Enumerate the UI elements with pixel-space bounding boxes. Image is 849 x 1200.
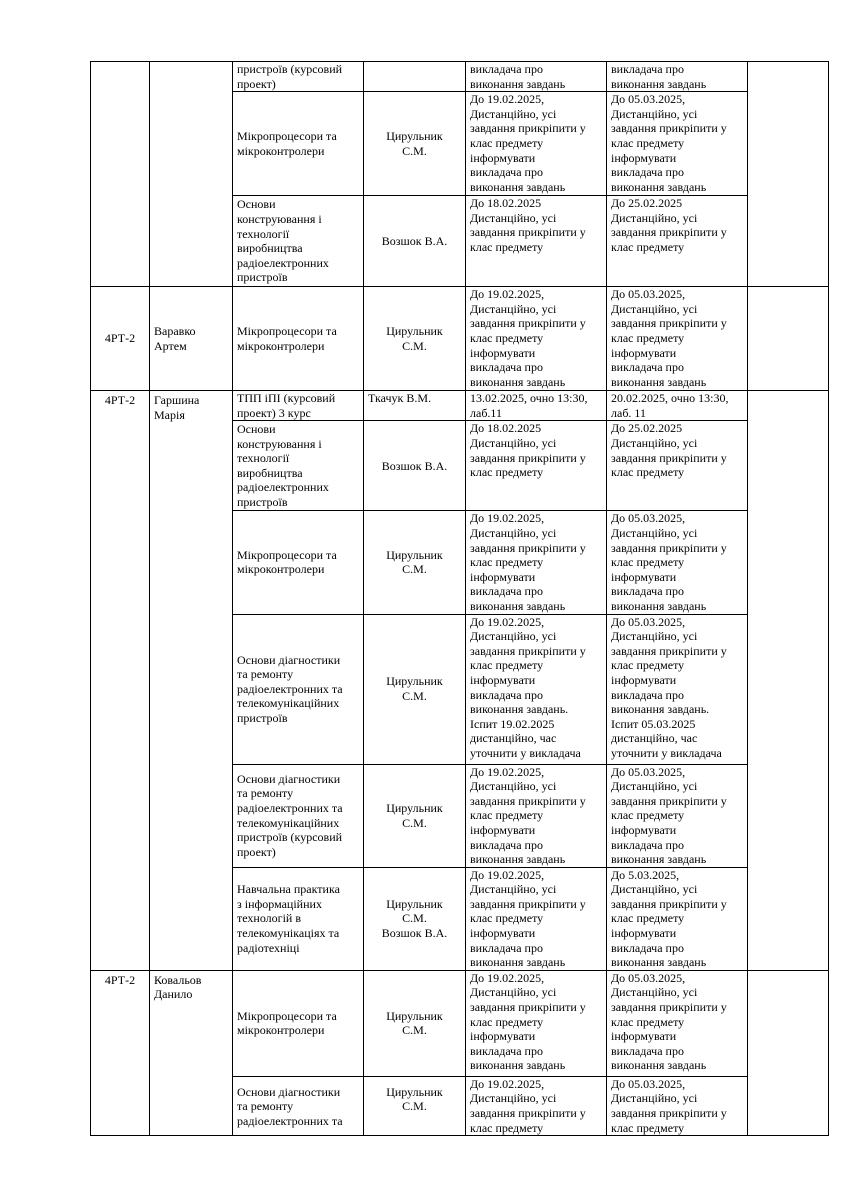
teacher-cell: Возшок В.А. — [364, 421, 466, 511]
term2-cell: До 25.02.2025 Дистанційно, усі завдання прикріпити у клас предмету — [607, 421, 748, 511]
teacher-cell: Цирульник С.М. Возшок В.А. — [364, 867, 466, 970]
term2-cell: До 05.03.2025, Дистанційно, усі завдання прикріпити у клас предмету інформувати викладача про виконання завдань — [607, 287, 748, 391]
term2-cell: викладача про виконання завдань — [607, 62, 748, 92]
term2-cell: До 05.03.2025, Дистанційно, усі завдання прикріпити у клас предмету інформувати викладача про виконання завдань. Іспит 05.03.2025 дистанційно, час уточнити у викладача — [607, 614, 748, 764]
group-cell: 4РТ-2 — [91, 970, 150, 1135]
teacher-cell — [364, 62, 466, 92]
term1-cell: До 19.02.2025, Дистанційно, усі завдання прикріпити у клас предмету — [466, 1076, 607, 1135]
teacher-cell: Ткачук В.М. — [364, 391, 466, 421]
subject-cell: Мікропроцесори та мікроконтролери — [233, 970, 364, 1076]
subject-cell: Основи діагностики та ремонту радіоелектронних та телекомунікаційних пристроїв — [233, 614, 364, 764]
teacher-cell: Цирульник С.М. — [364, 511, 466, 614]
notes-cell — [748, 970, 829, 1135]
term1-cell: До 19.02.2025, Дистанційно, усі завдання прикріпити у клас предмету інформувати викладача про виконання завдань — [466, 92, 607, 196]
term1-cell: До 19.02.2025, Дистанційно, усі завдання прикріпити у клас предмету інформувати викладача про виконання завдань — [466, 287, 607, 391]
subject-cell: Мікропроцесори та мікроконтролери — [233, 287, 364, 391]
term1-cell: До 19.02.2025, Дистанційно, усі завдання прикріпити у клас предмету інформувати викладача про виконання завдань — [466, 970, 607, 1076]
subject-cell: Основи діагностики та ремонту радіоелектронних та телекомунікаційних пристроїв (курсовий проект) — [233, 764, 364, 867]
term2-cell: До 05.03.2025, Дистанційно, усі завдання прикріпити у клас предмету інформувати викладача про виконання завдань — [607, 764, 748, 867]
subject-cell: Основи конструювання і технології виробництва радіоелектронних пристроїв — [233, 196, 364, 287]
term2-cell: До 25.02.2025 Дистанційно, усі завдання прикріпити у клас предмету — [607, 196, 748, 287]
subject-cell: пристроїв (курсовий проект) — [233, 62, 364, 92]
table-row — [91, 62, 829, 92]
teacher-cell: Цирульник С.М. — [364, 970, 466, 1076]
teacher-cell: Цирульник С.М. — [364, 92, 466, 196]
term1-cell: До 19.02.2025, Дистанційно, усі завдання прикріпити у клас предмету інформувати викладача про виконання завдань — [466, 511, 607, 614]
student-cell — [150, 62, 233, 287]
student-cell: Варавко Артем — [150, 287, 233, 391]
term1-cell: 13.02.2025, очно 13:30, лаб.11 — [466, 391, 607, 421]
term1-cell: До 18.02.2025 Дистанційно, усі завдання прикріпити у клас предмету — [466, 196, 607, 287]
table-row — [91, 287, 829, 391]
group-cell: 4РТ-2 — [91, 287, 150, 391]
term1-cell: викладача про виконання завдань — [466, 62, 607, 92]
subject-cell: Мікропроцесори та мікроконтролери — [233, 92, 364, 196]
subject-cell: Основи конструювання і технології виробництва радіоелектронних пристроїв — [233, 421, 364, 511]
term1-cell: До 19.02.2025, Дистанційно, усі завдання прикріпити у клас предмету інформувати викладача про виконання завдань. Іспит 19.02.2025 дистанційно, час уточнити у викладача — [466, 614, 607, 764]
notes-cell — [748, 62, 829, 287]
teacher-cell: Цирульник С.М. — [364, 614, 466, 764]
term2-cell: До 5.03.2025, Дистанційно, усі завдання прикріпити у клас предмету інформувати викладача про виконання завдань — [607, 867, 748, 970]
term2-cell: До 05.03.2025, Дистанційно, усі завдання прикріпити у клас предмету — [607, 1076, 748, 1135]
table-row — [91, 391, 829, 421]
subject-cell: ТПП іПІ (курсовий проект) 3 курс — [233, 391, 364, 421]
student-cell: Ковальов Данило — [150, 970, 233, 1135]
teacher-cell: Цирульник С.М. — [364, 764, 466, 867]
group-cell: 4РТ-2 — [91, 391, 150, 971]
table-row — [91, 970, 829, 1076]
student-cell: Гаршина Марія — [150, 391, 233, 971]
subject-cell: Мікропроцесори та мікроконтролери — [233, 511, 364, 614]
term1-cell: До 19.02.2025, Дистанційно, усі завдання прикріпити у клас предмету інформувати викладача про виконання завдань — [466, 867, 607, 970]
schedule-table — [90, 61, 829, 1136]
group-cell — [91, 62, 150, 287]
term1-cell: До 18.02.2025 Дистанційно, усі завдання прикріпити у клас предмету — [466, 421, 607, 511]
term2-cell: До 05.03.2025, Дистанційно, усі завдання прикріпити у клас предмету інформувати викладача про виконання завдань — [607, 92, 748, 196]
term1-cell: До 19.02.2025, Дистанційно, усі завдання прикріпити у клас предмету інформувати викладача про виконання завдань — [466, 764, 607, 867]
subject-cell: Основи діагностики та ремонту радіоелектронних та — [233, 1076, 364, 1135]
teacher-cell: Возшок В.А. — [364, 196, 466, 287]
teacher-cell: Цирульник С.М. — [364, 1076, 466, 1135]
notes-cell — [748, 287, 829, 391]
notes-cell — [748, 391, 829, 971]
teacher-cell: Цирульник С.М. — [364, 287, 466, 391]
term2-cell: 20.02.2025, очно 13:30, лаб. 11 — [607, 391, 748, 421]
term2-cell: До 05.03.2025, Дистанційно, усі завдання прикріпити у клас предмету інформувати викладача про виконання завдань — [607, 970, 748, 1076]
subject-cell: Навчальна практика з інформаційних технологій в телекомунікаціях та радіотехніці — [233, 867, 364, 970]
term2-cell: До 05.03.2025, Дистанційно, усі завдання прикріпити у клас предмету інформувати викладача про виконання завдань — [607, 511, 748, 614]
